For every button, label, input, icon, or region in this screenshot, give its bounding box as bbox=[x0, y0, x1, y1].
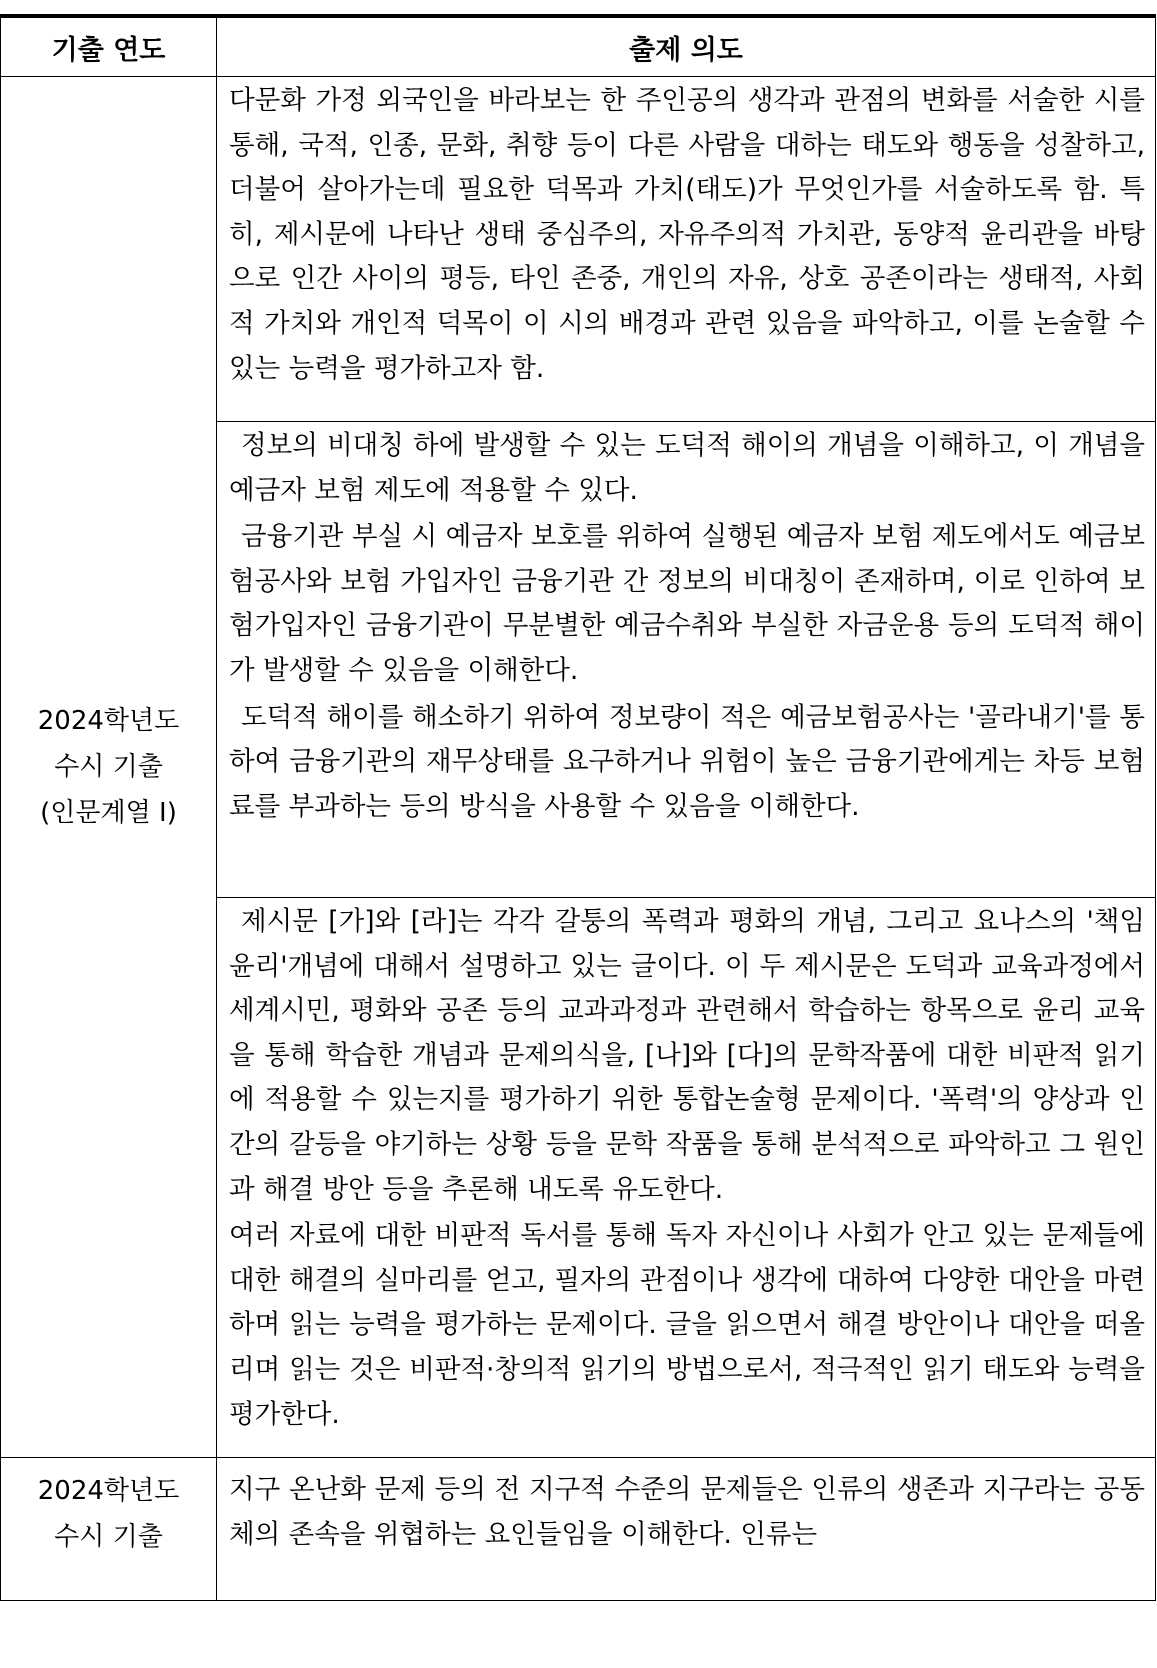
year-line: 2024학년도 bbox=[37, 706, 180, 736]
intent-paragraph: 금융기관 부실 시 예금자 보호를 위하여 실행된 예금자 보험 제도에서도 예금보험공사와 보험 가입자인 금융기관 간 정보의 비대칭이 존재하며, 이로 인하여 보험가입자인 금융기관이 무분별한 예금수취와 부실한 자금운용 등의 도덕적 해이가 발생할 수 있음을 이해한다. bbox=[229, 521, 1145, 686]
year-line: 수시 기출 bbox=[54, 752, 163, 782]
intent-paragraph: 여러 자료에 대한 비판적 독서를 통해 독자 자신이나 사회가 안고 있는 문제들에 대한 해결의 실마리를 얻고, 필자의 관점이나 생각에 대하여 다양한 대안을 마련하며 읽는 능력을 평가하는 문제이다. 글을 읽으면서 해결 방안이나 대안을 떠올리며 읽는 것은 비판적·창의적 읽기의 방법으로서, 적극적인 읽기 태도와 능력을 평가한다. bbox=[229, 1220, 1145, 1430]
intent-paragraph: 제시문 [가]와 [라]는 각각 갈퉁의 폭력과 평화의 개념, 그리고 요나스의 '책임윤리'개념에 대해서 설명하고 있는 글이다. 이 두 제시문은 도덕과 교육과정에서 세계시민, 평화와 공존 등의 교과과정과 관련해서 학습하는 항목으로 윤리 교육을 통해 학습한 개념과 문제의식을, [나]와 [다]의 문학작품에 대한 비판적 읽기에 적용할 수 있는지를 평가하기 위한 통합논술형 문제이다. '폭력'의 양상과 인간의 갈등을 야기하는 상황 등을 문학 작품을 통해 분석적으로 파악하고 그 원인과 해결 방안 등을 추론해 내도록 유도한다. bbox=[229, 906, 1145, 1205]
year-line: 수시 기출 bbox=[54, 1522, 163, 1552]
intent-paragraph: 정보의 비대칭 하에 발생할 수 있는 도덕적 해이의 개념을 이해하고, 이 개념을 예금자 보험 제도에 적용할 수 있다. bbox=[229, 430, 1145, 506]
header-intent: 출제 의도 bbox=[217, 16, 1156, 77]
table-row bbox=[1, 77, 1156, 422]
year-cell bbox=[1, 77, 217, 1458]
intent-cell bbox=[217, 422, 1156, 898]
intent-cell bbox=[217, 898, 1156, 1458]
intent-paragraph: 지구 온난화 문제 등의 전 지구적 수준의 문제들은 인류의 생존과 지구라는 공동체의 존속을 위협하는 요인들임을 이해한다. 인류는 bbox=[229, 1474, 1145, 1550]
intent-paragraph: 다문화 가정 외국인을 바라보는 한 주인공의 생각과 관점의 변화를 서술한 시를 통해, 국적, 인종, 문화, 취향 등이 다른 사람을 대하는 태도와 행동을 성찰하고, 더불어 살아가는데 필요한 덕목과 가치(태도)가 무엇인가를 서술하도록 함. 특히, 제시문에 나타난 생태 중심주의, 자유주의적 가치관, 동양적 윤리관을 바탕으로 인간 사이의 평등, 타인 존중, 개인의 자유, 상호 공존이라는 생태적, 사회적 가치와 개인적 덕목이 이 시의 배경과 관련 있음을 파악하고, 이를 논술할 수 있는 능력을 평가하고자 함. bbox=[229, 85, 1145, 384]
intent-cell bbox=[217, 77, 1156, 422]
header-year: 기출 연도 bbox=[1, 16, 217, 77]
year-cell bbox=[1, 1458, 217, 1601]
table-row bbox=[1, 1458, 1156, 1601]
header-row bbox=[1, 16, 1156, 77]
intent-cell bbox=[217, 1458, 1156, 1601]
intent-paragraph: 도덕적 해이를 해소하기 위하여 정보량이 적은 예금보험공사는 '골라내기'를 통하여 금융기관의 재무상태를 요구하거나 위험이 높은 금융기관에게는 차등 보험료를 부과하는 등의 방식을 사용할 수 있음을 이해한다. bbox=[229, 701, 1145, 822]
document bbox=[0, 14, 1157, 1601]
year-line: 2024학년도 bbox=[37, 1476, 180, 1506]
exam-intent-table bbox=[0, 14, 1156, 1601]
year-line: (인문계열 Ⅰ) bbox=[40, 798, 177, 828]
